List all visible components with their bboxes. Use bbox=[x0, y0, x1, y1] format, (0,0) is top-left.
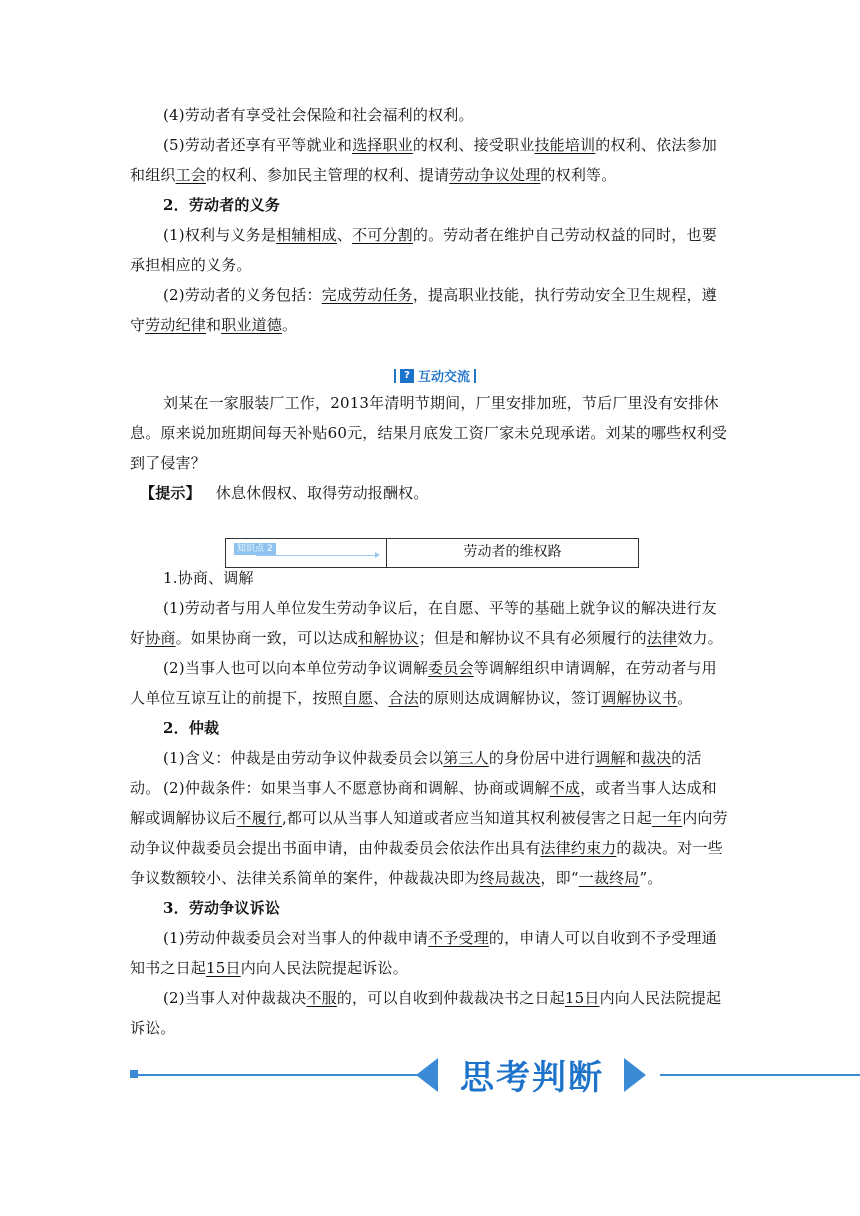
interaction-header bbox=[394, 366, 476, 385]
underlined-term: 调解 bbox=[595, 749, 626, 767]
text: 效力。 bbox=[677, 629, 723, 647]
text: (1)劳动者与用人单位发生劳动争议后，在自愿、平等的基础上就争议的解决进行友好 bbox=[130, 599, 717, 647]
text: 内向人民法院提起诉讼。 bbox=[130, 989, 722, 1037]
underlined-term: 法律 bbox=[646, 629, 678, 647]
underlined-term: 15日 bbox=[206, 959, 241, 977]
interaction-header-label: 互动交流 bbox=[418, 370, 471, 385]
paragraph-negotiation-2 bbox=[130, 653, 730, 713]
section-heading-litigation: 3．劳动争议诉讼 bbox=[163, 899, 281, 917]
tip-label: 【提示】 bbox=[140, 484, 201, 502]
text: 的权利等。 bbox=[540, 166, 617, 184]
text: 。 bbox=[282, 316, 298, 334]
text: ，或者当事人达成和解或调解协议后 bbox=[130, 779, 717, 827]
paragraph-duties-1 bbox=[130, 220, 730, 280]
text: 的权利、依法参加和组织 bbox=[130, 136, 717, 184]
divider bbox=[474, 369, 476, 383]
text: (1)含义：仲裁是由劳动争议仲裁委员会以 bbox=[163, 749, 444, 767]
text: (1)劳动仲裁委员会对当事人的仲裁申请 bbox=[163, 929, 429, 947]
triangle-left-icon bbox=[416, 1058, 438, 1092]
underlined-term: 合法 bbox=[388, 689, 419, 707]
text: 和 bbox=[206, 316, 222, 334]
interaction-case: 刘某在一家服装厂工作，2013年清明节期间，厂里安排加班，节后厂里没有安排休息。原来说加班期间每天补贴60元，结果月底发工资厂家未兑现承诺。刘某的哪些权利受到了侵害？ bbox=[130, 394, 728, 472]
text: 、 bbox=[373, 689, 389, 707]
underlined-term: 不可分割 bbox=[352, 226, 413, 244]
underlined-term: 和解协议 bbox=[358, 629, 419, 647]
banner-dot bbox=[130, 1070, 138, 1078]
text: 的，可以自收到仲裁裁决书之日起 bbox=[336, 989, 565, 1007]
underlined-term: 劳动纪律 bbox=[145, 316, 207, 334]
banner-line-left bbox=[138, 1074, 426, 1076]
underlined-term: 裁决 bbox=[640, 749, 672, 767]
text: 的权利、接受职业 bbox=[412, 136, 535, 154]
section-heading-duties: 2．劳动者的义务 bbox=[163, 196, 281, 214]
section-heading-arbitration: 2．仲裁 bbox=[163, 719, 220, 737]
paragraph-right-4 bbox=[130, 100, 730, 130]
underlined-term: 第三人 bbox=[443, 749, 489, 767]
paragraph-arbitration-2 bbox=[130, 773, 730, 893]
knowledge-title: 劳动者的维权路 bbox=[463, 544, 562, 560]
text: ”。 bbox=[639, 869, 663, 887]
underlined-term: 完成劳动任务 bbox=[321, 286, 413, 304]
underlined-term: 调解协议书 bbox=[601, 689, 678, 707]
text: 的权利、参加民主管理的权利、提请 bbox=[206, 166, 450, 184]
tip-text: 休息休假权、取得劳动报酬权。 bbox=[215, 484, 429, 502]
text: (2)劳动者的义务包括： bbox=[163, 286, 322, 304]
underlined-term: 不服 bbox=[306, 989, 337, 1007]
triangle-right-icon bbox=[624, 1058, 646, 1092]
underlined-term: 终局裁决 bbox=[479, 869, 541, 887]
question-icon: ? bbox=[400, 369, 414, 383]
text: ，提高职业技能，执行劳动安全卫生规程，遵守 bbox=[130, 286, 717, 334]
text: 内向劳动争议仲裁委员会提出书面申请，由仲裁委员会依法作出具有 bbox=[130, 809, 728, 857]
text: 内向人民法院提起诉讼。 bbox=[240, 959, 408, 977]
underlined-term: 自愿 bbox=[342, 689, 374, 707]
text: ,都可以从当事人知道或者应当知道其权利被侵害之日起 bbox=[282, 809, 652, 827]
text: 。 bbox=[677, 689, 693, 707]
text: 的，申请人可以自收到不予受理通知书之日起 bbox=[130, 929, 717, 977]
text: (1)权利与义务是 bbox=[163, 226, 277, 244]
underlined-term: 技能培训 bbox=[534, 136, 596, 154]
section-banner bbox=[130, 1048, 860, 1102]
text: (5)劳动者还享有平等就业和 bbox=[163, 136, 353, 154]
underlined-term: 职业道德 bbox=[221, 316, 283, 334]
text: 的活动。 bbox=[130, 749, 702, 797]
underlined-term: 不履行 bbox=[236, 809, 283, 827]
underlined-term: 15日 bbox=[564, 989, 600, 1007]
underlined-term: 不成 bbox=[549, 779, 581, 797]
text: 、 bbox=[336, 226, 353, 244]
text: ；但是和解协议不具有必须履行的 bbox=[418, 629, 647, 647]
paragraph-negotiation-1 bbox=[130, 593, 730, 653]
text: 。如果协商一致，可以达成 bbox=[175, 629, 359, 647]
underlined-term: 工会 bbox=[175, 166, 207, 184]
text: 的原则达成调解协议，签订 bbox=[418, 689, 602, 707]
paragraph-right-5 bbox=[130, 130, 730, 190]
underlined-term: 法律约束力 bbox=[540, 839, 617, 857]
text: (2)当事人也可以向本单位劳动争议调解 bbox=[163, 659, 429, 677]
text: ，即“ bbox=[540, 869, 579, 887]
banner-line-right bbox=[660, 1074, 860, 1076]
paragraph-litigation-2 bbox=[130, 983, 730, 1043]
underlined-term: 不予受理 bbox=[428, 929, 489, 947]
underlined-term: 劳动争议处理 bbox=[449, 166, 541, 184]
paragraph-litigation-1 bbox=[130, 923, 730, 983]
text: 的身份居中进行 bbox=[488, 749, 596, 767]
text: (2)当事人对仲裁裁决 bbox=[163, 989, 307, 1007]
text: 的裁决。对一些争议数额较小、法律关系简单的案件，仲裁裁决即为 bbox=[130, 839, 723, 887]
banner-title: 思考判断 bbox=[460, 1058, 604, 1098]
underlined-term: 委员会 bbox=[428, 659, 474, 677]
interaction-tip bbox=[140, 478, 740, 508]
text: (2)仲裁条件：如果当事人不愿意协商和调解、协商或调解 bbox=[163, 779, 550, 797]
text: 和 bbox=[625, 749, 641, 767]
section-heading-negotiation: 1.协商、调解 bbox=[163, 569, 254, 587]
underlined-term: 一年 bbox=[651, 809, 683, 827]
underlined-term: 一裁终局 bbox=[578, 869, 640, 887]
text: (4)劳动者有享受社会保险和社会福利的权利。 bbox=[163, 106, 474, 124]
paragraph-duties-2 bbox=[130, 280, 730, 340]
divider bbox=[394, 369, 396, 383]
text: 的。劳动者在维护自己劳动权益的同时，也要承担相应的义务。 bbox=[130, 226, 717, 274]
underlined-term: 相辅相成 bbox=[276, 226, 337, 244]
knowledge-tag: 知识点 2 bbox=[234, 543, 276, 555]
text: 等调解组织申请调解，在劳动者与用人单位互谅互让的前提下，按照 bbox=[130, 659, 717, 707]
underlined-term: 协商 bbox=[145, 629, 176, 647]
arrow-icon bbox=[256, 555, 376, 556]
underlined-term: 选择职业 bbox=[352, 136, 413, 154]
